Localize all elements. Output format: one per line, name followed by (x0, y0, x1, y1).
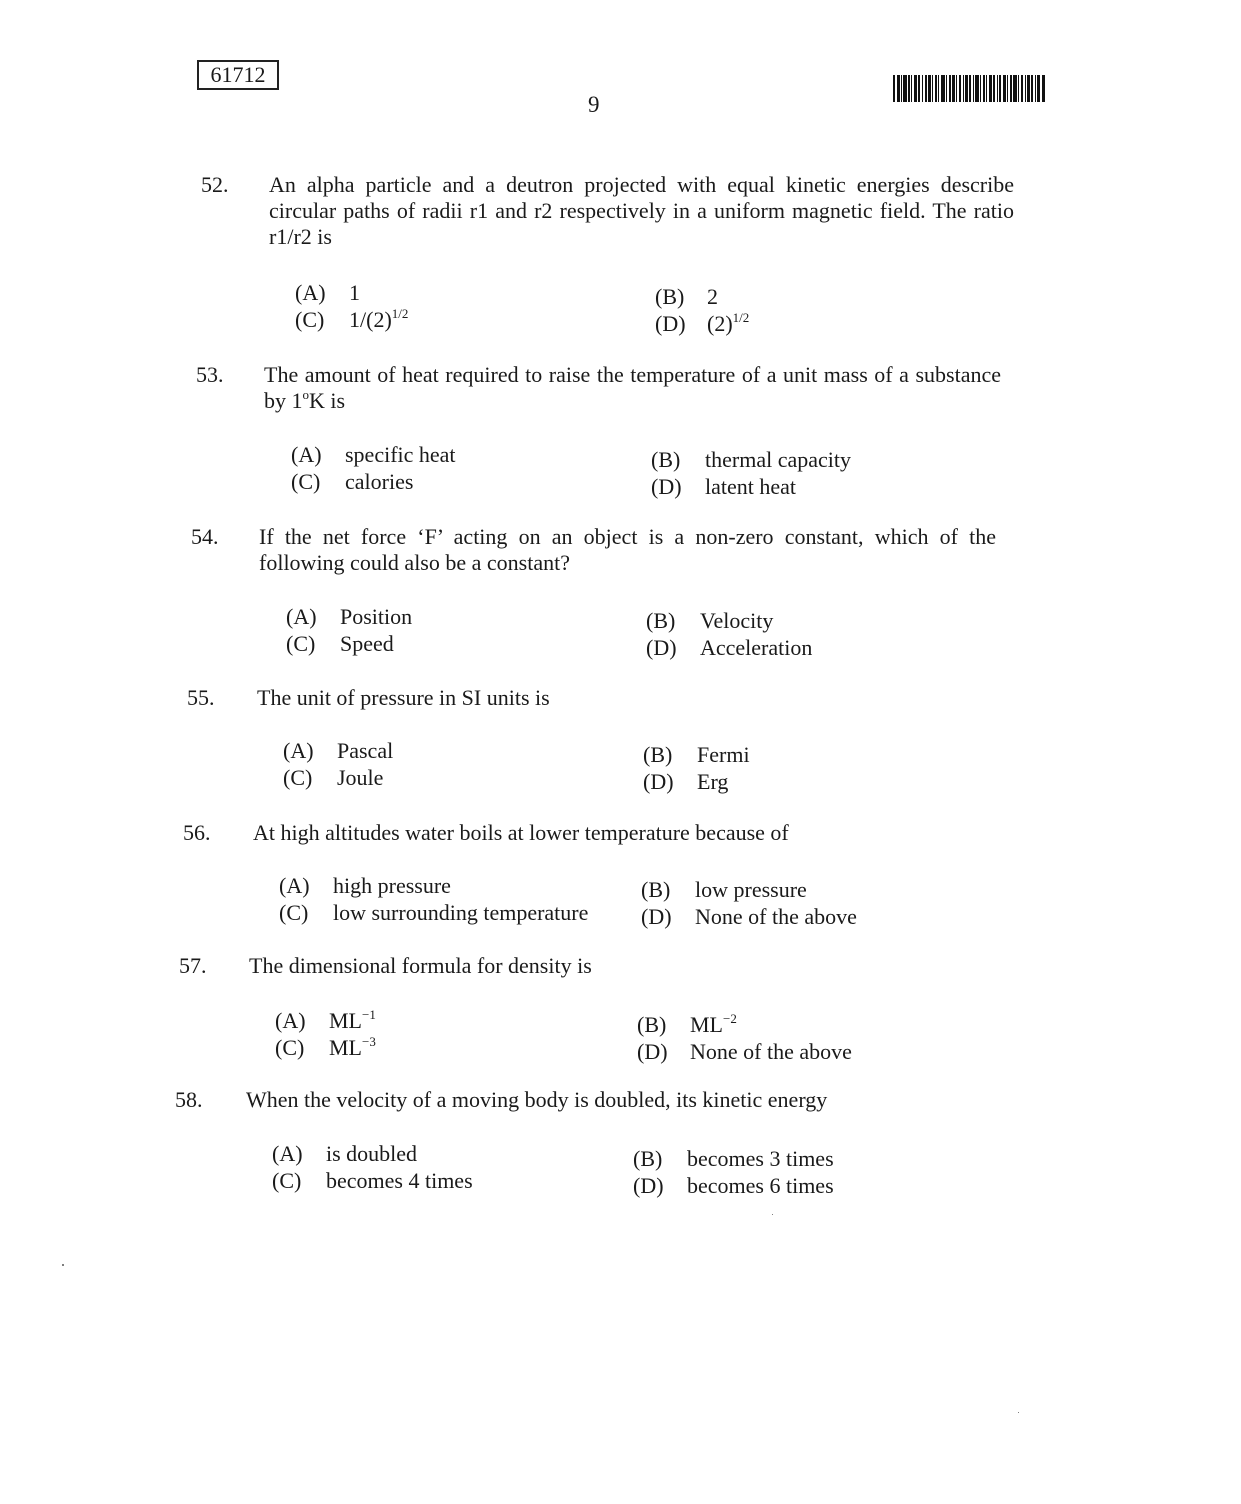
option-d (651, 474, 796, 500)
option-a (291, 442, 456, 468)
option-letter: (C) (283, 765, 313, 790)
option-text: becomes 3 times (687, 1146, 834, 1171)
question-text (264, 362, 1001, 414)
option-c (275, 1035, 376, 1061)
option-d (643, 769, 728, 795)
option-text: None of the above (695, 904, 857, 929)
question-text-end: K is (309, 388, 346, 413)
question-52 (201, 172, 1021, 252)
option-c (286, 631, 394, 657)
option-text: specific heat (345, 442, 456, 467)
option-text: is doubled (326, 1141, 418, 1166)
option-letter: (D) (633, 1173, 664, 1198)
option-d (633, 1173, 834, 1199)
option-text: Velocity (700, 608, 774, 633)
option-d (655, 311, 749, 337)
option-letter: (C) (286, 631, 316, 656)
page-number: 9 (588, 92, 600, 117)
question-number: 52. (201, 172, 229, 197)
option-text: latent heat (705, 474, 797, 499)
option-letter: (A) (291, 442, 322, 467)
option-letter: (B) (655, 284, 685, 309)
option-text: Acceleration (700, 635, 813, 660)
option-a (272, 1141, 417, 1167)
option-text: ML (329, 1035, 362, 1060)
option-d (646, 635, 812, 661)
option-text: 2 (707, 284, 718, 309)
option-text: ML (690, 1012, 723, 1037)
option-text: (2) (707, 311, 733, 336)
question-number: 56. (183, 820, 211, 845)
option-letter: (C) (295, 307, 325, 332)
option-a (279, 873, 451, 899)
option-text: thermal capacity (705, 447, 851, 472)
question-number: 58. (175, 1087, 203, 1112)
option-c (295, 307, 408, 333)
option-letter: (A) (295, 280, 326, 305)
scan-speck (772, 1214, 773, 1215)
option-b (655, 284, 718, 310)
option-text: calories (345, 469, 414, 494)
option-text: 1 (349, 280, 360, 305)
option-text: None of the above (690, 1039, 852, 1064)
option-a (295, 280, 360, 306)
option-d (637, 1039, 852, 1065)
option-letter: (A) (275, 1008, 306, 1033)
option-text: low pressure (695, 877, 807, 902)
option-text: becomes 6 times (687, 1173, 834, 1198)
question-number: 54. (191, 524, 219, 549)
option-letter: (D) (655, 311, 686, 336)
question-number: 57. (179, 953, 207, 978)
question-text: If the net force ‘F’ acting on an object is a non-zero constant, which of the following could also be a constant? (259, 524, 996, 575)
option-letter: (A) (279, 873, 310, 898)
option-letter: (A) (286, 604, 317, 629)
barcode-icon (893, 75, 1045, 102)
option-text: high pressure (333, 873, 451, 898)
degree-superscript: o (302, 387, 309, 402)
option-letter: (C) (279, 900, 309, 925)
scan-speck (1018, 1412, 1019, 1413)
option-letter: (D) (646, 635, 677, 660)
option-b (643, 742, 750, 768)
question-55 (187, 685, 1007, 713)
question-text: An alpha particle and a deutron projected with equal kinetic energies describe circular paths of radii r1 and r2 respectively in a uniform magnetic field. The ratio r1/r2 is (269, 172, 1014, 249)
option-d (641, 904, 857, 930)
question-number: 53. (196, 362, 224, 387)
option-letter: (B) (643, 742, 673, 767)
option-b (641, 877, 807, 903)
option-text: Speed (340, 631, 394, 656)
question-56 (183, 820, 1003, 848)
option-a (275, 1008, 376, 1034)
option-letter: (A) (272, 1141, 303, 1166)
option-text: Pascal (337, 738, 394, 763)
question-54 (191, 524, 1011, 578)
option-b (633, 1146, 834, 1172)
option-letter: (D) (637, 1039, 668, 1064)
question-text: The unit of pressure in SI units is (257, 685, 550, 710)
option-letter: (B) (633, 1146, 663, 1171)
option-letter: (B) (637, 1012, 667, 1037)
option-b (646, 608, 773, 634)
option-letter: (C) (275, 1035, 305, 1060)
option-letter: (C) (291, 469, 321, 494)
option-c (283, 765, 383, 791)
option-superscript: 1/2 (732, 310, 750, 325)
option-text: Erg (697, 769, 729, 794)
question-text: The dimensional formula for density is (249, 953, 592, 978)
option-letter: (D) (643, 769, 674, 794)
option-superscript: −1 (362, 1007, 376, 1022)
option-letter: (B) (651, 447, 681, 472)
option-letter: (D) (641, 904, 672, 929)
scan-speck (62, 1264, 64, 1266)
question-text-main: The amount of heat required to raise the temperature of a unit mass of a substance by 1 (264, 362, 1001, 413)
option-text: ML (329, 1008, 362, 1033)
question-57 (179, 953, 999, 981)
option-letter: (B) (646, 608, 676, 633)
option-letter: (B) (641, 877, 671, 902)
option-text: becomes 4 times (326, 1168, 473, 1193)
option-c (279, 900, 588, 926)
question-53 (196, 362, 1016, 416)
option-superscript: −2 (723, 1011, 737, 1026)
option-c (291, 469, 413, 495)
option-letter: (A) (283, 738, 314, 763)
option-text: 1/(2) (349, 307, 392, 332)
paper-code: 61712 (197, 60, 279, 90)
option-b (637, 1012, 737, 1038)
option-b (651, 447, 851, 473)
option-letter: (D) (651, 474, 682, 499)
option-text: low surrounding temperature (333, 900, 589, 925)
option-a (283, 738, 393, 764)
option-c (272, 1168, 473, 1194)
option-superscript: 1/2 (391, 306, 409, 321)
option-a (286, 604, 412, 630)
option-letter: (C) (272, 1168, 302, 1193)
option-superscript: −3 (362, 1034, 376, 1049)
question-58 (175, 1087, 995, 1115)
option-text: Fermi (697, 742, 750, 767)
option-text: Joule (337, 765, 384, 790)
question-number: 55. (187, 685, 215, 710)
question-text: At high altitudes water boils at lower temperature because of (253, 820, 789, 845)
option-text: Position (340, 604, 413, 629)
question-text: When the velocity of a moving body is doubled, its kinetic energy (246, 1087, 828, 1112)
